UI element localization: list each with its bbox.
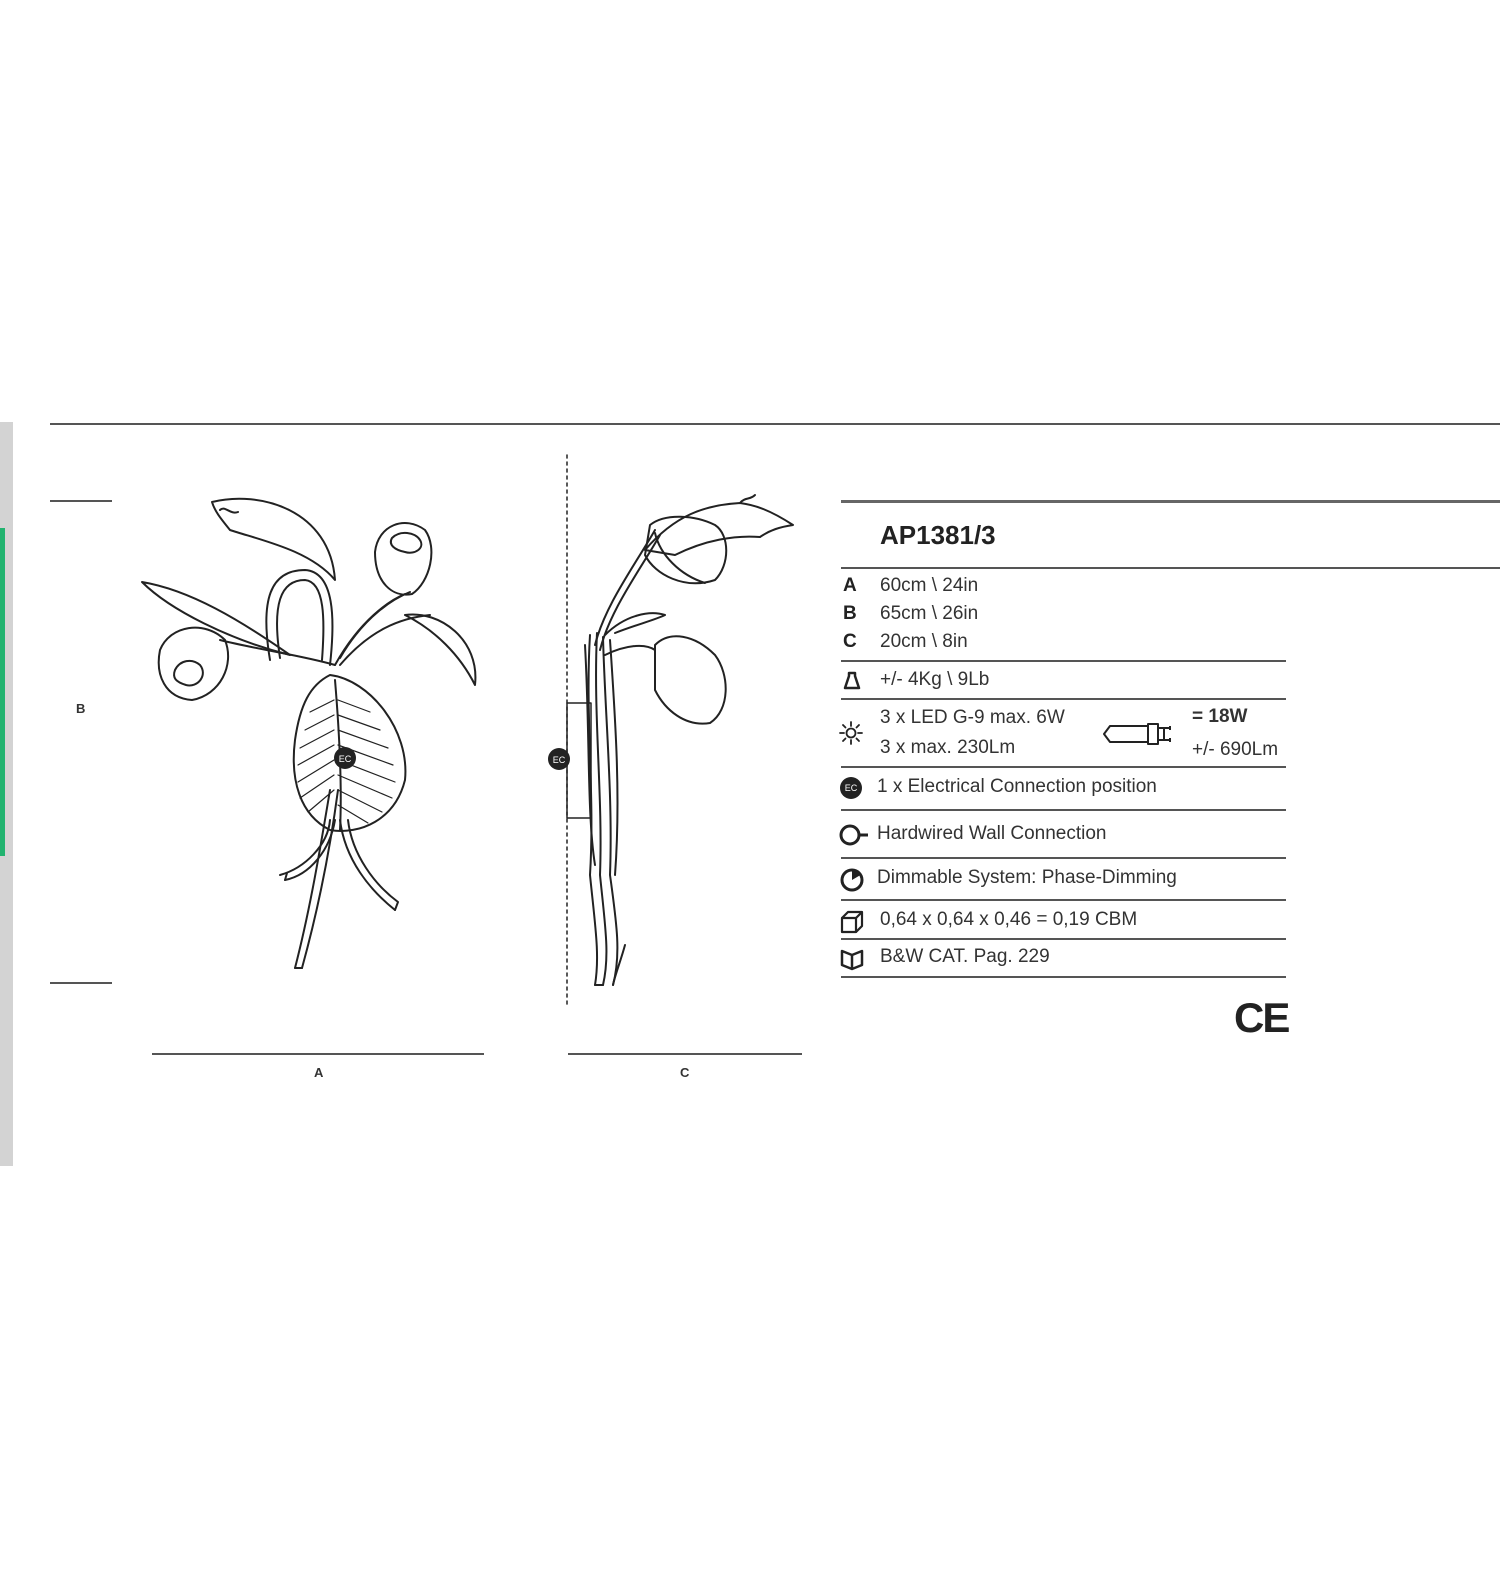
dim-c-line	[568, 1053, 802, 1055]
rule-3	[841, 766, 1286, 768]
front-view-drawing	[130, 490, 530, 990]
dim-a-value: 60cm \ 24in	[880, 575, 979, 596]
dim-a-line	[152, 1053, 484, 1055]
dim-label-c: C	[680, 1065, 690, 1080]
light-total-lumens: +/- 690Lm	[1192, 739, 1279, 760]
rule-6	[841, 899, 1286, 901]
rule-4	[841, 809, 1286, 811]
dim-b-bottom-tick	[50, 982, 112, 984]
dim-c-value: 20cm \ 8in	[880, 631, 968, 652]
rule-8	[841, 976, 1286, 978]
catalog-text: B&W CAT. Pag. 229	[880, 946, 1050, 967]
ec-badge-label: EC	[844, 783, 858, 793]
dimmer-icon	[839, 867, 865, 893]
ce-mark	[1234, 994, 1288, 1042]
sun-icon	[838, 720, 864, 746]
catalog-icon	[840, 947, 864, 971]
side-view-drawing	[552, 455, 815, 1015]
ce-mark-text: CE	[1234, 994, 1289, 1041]
rule-2	[841, 698, 1286, 700]
light-lumens: 3 x max. 230Lm	[880, 737, 1016, 758]
weight-value: +/- 4Kg \ 9Lb	[880, 669, 990, 690]
rule-1	[841, 660, 1286, 662]
dim-c-letter: C	[843, 631, 857, 652]
dim-label-a: A	[314, 1065, 324, 1080]
dim-b-value: 65cm \ 26in	[880, 603, 979, 624]
title-rule	[841, 567, 1500, 569]
wall-text: Hardwired Wall Connection	[877, 823, 1107, 844]
weight-icon	[842, 670, 862, 690]
light-bulbs: 3 x LED G-9 max. 6W	[880, 707, 1065, 728]
rule-7	[841, 938, 1286, 940]
left-accent-bar	[0, 528, 5, 856]
top-divider	[50, 423, 1500, 425]
ec-marker-front-label: EC	[338, 754, 352, 764]
dim-a-letter: A	[843, 575, 857, 596]
g9-bulb-icon	[1100, 719, 1180, 749]
dim-b-letter: B	[843, 603, 857, 624]
ec-badge-icon	[840, 777, 862, 799]
dimmable-text: Dimmable System: Phase-Dimming	[877, 867, 1177, 888]
dim-b-top-tick	[50, 500, 112, 502]
package-text: 0,64 x 0,64 x 0,46 = 0,19 CBM	[880, 909, 1138, 930]
rule-5	[841, 857, 1286, 859]
box-icon	[840, 910, 864, 934]
spec-top-rule	[841, 500, 1500, 503]
ec-marker-side-label: EC	[552, 755, 566, 765]
ec-text: 1 x Electrical Connection position	[877, 776, 1157, 797]
wall-connection-icon	[838, 822, 870, 848]
dim-label-b: B	[76, 701, 86, 716]
light-total-watts: = 18W	[1192, 706, 1248, 727]
model-title: AP1381/3	[880, 520, 996, 550]
